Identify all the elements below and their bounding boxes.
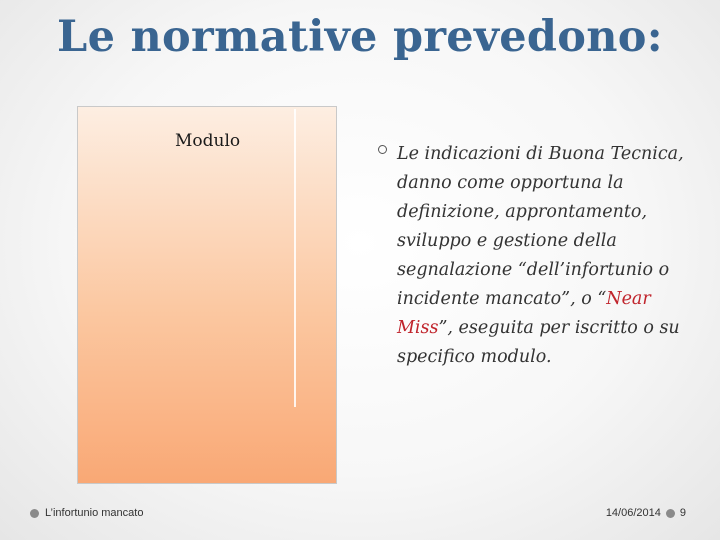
near-miss-highlight: Near Miss <box>397 289 651 338</box>
footer-left <box>30 507 143 519</box>
footer-dot-icon <box>666 509 675 518</box>
footer-dot-icon <box>30 509 39 518</box>
bullet-text <box>397 140 697 372</box>
bullet-circle-icon <box>378 145 387 154</box>
bullet-text-part2: ”, eseguita per iscritto o su specifico modulo. <box>397 318 680 367</box>
form-divider-line <box>294 109 296 407</box>
slide-title: Le normative prevedono: <box>57 12 663 62</box>
footer-date: 14/06/2014 <box>605 507 661 519</box>
page-number: 9 <box>679 507 686 519</box>
form-image-panel <box>77 106 337 484</box>
bullet-text-part1: Le indicazioni di Buona Tecnica, danno come opportuna la definizione, approntamento, sviluppo e gestione della segnalazione “dell’infortunio o incidente mancato”, o “ <box>397 144 684 309</box>
footer-title: L’infortunio mancato <box>45 507 144 519</box>
footer-right <box>606 507 686 519</box>
form-label: Modulo <box>175 131 241 151</box>
